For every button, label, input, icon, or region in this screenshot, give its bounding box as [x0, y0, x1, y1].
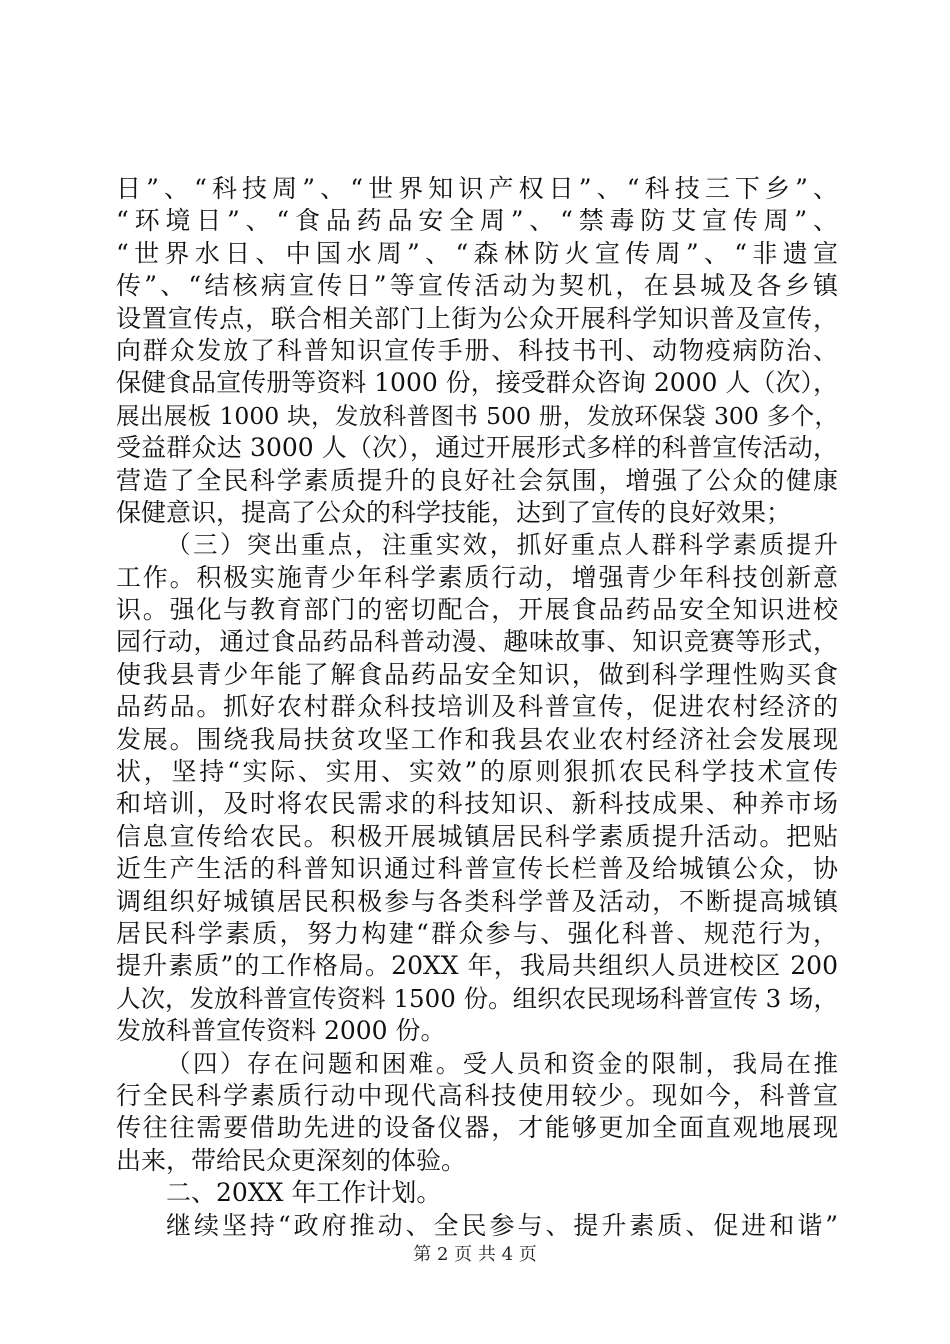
text-line: 传”、“结核病宣传日”等宣传活动为契机，在县城及各乡镇	[116, 271, 838, 301]
text-line: 状，坚持“实际、实用、实效”的原则狠抓农民科学技术宣传	[116, 757, 838, 787]
text-line: 提升素质”的工作格局。20XX 年，我局共组织人员进校区 200	[116, 951, 838, 981]
text-line: 品药品。抓好农村群众科技培训及科普宣传，促进农村经济的	[116, 692, 838, 722]
page-footer: 第 2 页 共 4 页	[413, 1244, 537, 1265]
text-line: 受益群众达 3000 人（次），通过开展形式多样的科普宣传活动，	[116, 433, 838, 463]
text-line: 出来，带给民众更深刻的体验。	[116, 1145, 467, 1175]
text-line: 行全民科学素质行动中现代高科技使用较少。现如今，科普宣	[116, 1080, 838, 1110]
text-line: 人次，发放科普宣传资料 1500 份。组织农民现场科普宣传 3 场，	[116, 983, 838, 1013]
text-line: 保健食品宣传册等资料 1000 份，接受群众咨询 2000 人（次），	[116, 368, 838, 398]
text-line: 继续坚持“政府推动、全民参与、提升素质、促进和谐”	[166, 1210, 838, 1240]
text-line: 传往往需要借助先进的设备仪器，才能够更加全面直观地展现	[116, 1113, 838, 1143]
text-line: 调组织好城镇居民积极参与各类科学普及活动，不断提高城镇	[116, 886, 838, 916]
text-line: 近生产生活的科普知识通过科普宣传长栏普及给城镇公众，协	[116, 854, 838, 884]
text-line: 发放科普宣传资料 2000 份。	[116, 1016, 446, 1046]
text-line: （四）存在问题和困难。受人员和资金的限制，我局在推	[166, 1048, 838, 1078]
text-line: 展出展板 1000 块，发放科普图书 500 册，发放环保袋 300 多个，	[116, 401, 838, 430]
text-line: 信息宣传给农民。积极开展城镇居民科学素质提升活动。把贴	[116, 821, 838, 851]
text-line: 日”、“科技周”、“世界知识产权日”、“科技三下乡”、	[116, 174, 838, 203]
text-line: 向群众发放了科普知识宣传手册、科技书刊、动物疫病防治、	[116, 335, 838, 365]
text-line: 使我县青少年能了解食品药品安全知识，做到科学理性购买食	[116, 659, 838, 689]
text-line: “环境日”、“食品药品安全周”、“禁毒防艾宣传周”、	[116, 206, 838, 236]
text-line: 工作。积极实施青少年科学素质行动，增强青少年科技创新意	[116, 562, 838, 592]
text-line: 识。强化与教育部门的密切配合，开展食品药品安全知识进校	[116, 595, 838, 625]
body-text	[116, 173, 838, 1242]
text-line: 营造了全民科学素质提升的良好社会氛围，增强了公众的健康	[116, 465, 838, 495]
text-line: 发展。围绕我局扶贫攻坚工作和我县农业农村经济社会发展现	[116, 724, 838, 754]
text-line: 居民科学素质，努力构建“群众参与、强化科普、规范行为，	[116, 918, 838, 948]
text-line: （三）突出重点，注重实效，抓好重点人群科学素质提升	[166, 530, 838, 560]
text-line: “世界水日、中国水周”、“森林防火宣传周”、“非遗宣	[116, 238, 838, 268]
text-line: 保健意识，提高了公众的科学技能，达到了宣传的良好效果；	[116, 497, 792, 527]
text-line: 二、20XX 年工作计划。	[166, 1178, 442, 1208]
text-line: 设置宣传点，联合相关部门上街为公众开展科学知识普及宣传，	[116, 303, 838, 333]
text-line: 和培训，及时将农民需求的科技知识、新科技成果、种养市场	[116, 789, 838, 819]
text-line: 园行动，通过食品药品科普动漫、趣味故事、知识竞赛等形式，	[116, 627, 838, 657]
